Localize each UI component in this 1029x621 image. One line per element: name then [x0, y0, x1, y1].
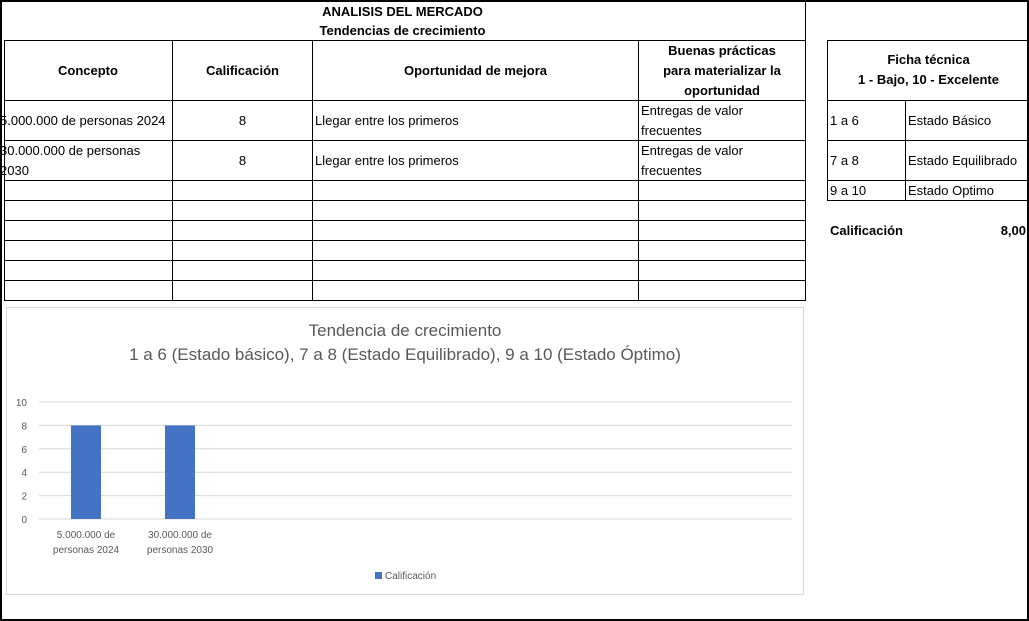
chart-container[interactable] — [6, 307, 804, 595]
ficha-calificacion-value[interactable]: 8,00 — [1000, 223, 1026, 238]
x-tick-label: personas 2030 — [146, 545, 214, 556]
cell-calificacion[interactable]: 8 — [238, 152, 247, 168]
x-tick-label: 5.000.000 de — [56, 530, 116, 541]
legend-label: Calificación — [385, 571, 437, 582]
cell-buenas-practicas[interactable]: Entregas de valor frecuentes — [641, 142, 743, 178]
cell-concepto[interactable]: 5.000.000 de personas 2024 — [0, 112, 166, 128]
grid-line — [4, 240, 806, 241]
ficha-range[interactable]: 7 a 8 — [830, 152, 859, 168]
grid-line — [4, 300, 806, 301]
y-tick-label: 2 — [21, 491, 27, 503]
ficha-label[interactable]: Estado Básico — [908, 112, 992, 128]
cell-oportunidad[interactable]: Llegar entre los primeros — [315, 112, 459, 128]
bar[interactable] — [71, 425, 101, 519]
y-tick-label: 10 — [15, 398, 27, 409]
sheet-subtitle[interactable]: Tendencias de crecimiento — [319, 23, 486, 38]
cell-buenas-practicas[interactable]: Entregas de valor frecuentes — [641, 102, 743, 138]
header-concepto[interactable]: Concepto — [58, 62, 118, 78]
x-tick-label: personas 2024 — [52, 545, 120, 556]
grid-line — [4, 200, 806, 201]
sheet-title[interactable]: ANALISIS DEL MERCADO — [322, 4, 483, 19]
cell-calificacion[interactable]: 8 — [238, 112, 247, 128]
ficha-calificacion-label[interactable]: Calificación — [830, 223, 903, 238]
grid-line — [4, 220, 806, 221]
y-tick-label: 0 — [21, 515, 27, 526]
chart-subtitle: 1 a 6 (Estado básico), 7 a 8 (Estado Equilibrado), 9 a 10 (Estado Óptimo) — [129, 345, 681, 364]
grid-line — [827, 40, 1029, 41]
header-calificacion[interactable]: Calificación — [206, 62, 279, 78]
grid-line — [4, 180, 806, 181]
y-tick-label: 8 — [21, 421, 27, 433]
grid-line — [4, 280, 806, 281]
x-tick-label: 30.000.000 de — [148, 530, 212, 541]
cell-concepto[interactable]: 30.000.000 de personas 2030 — [0, 142, 141, 178]
bar[interactable] — [165, 425, 195, 519]
grid-line — [4, 260, 806, 261]
ficha-subtitle[interactable]: 1 - Bajo, 10 - Excelente — [858, 72, 999, 87]
grid-line — [805, 0, 806, 301]
y-tick-label: 6 — [21, 444, 27, 456]
header-oportunidad[interactable]: Oportunidad de mejora — [403, 62, 547, 78]
ficha-title[interactable]: Ficha técnica — [887, 52, 970, 67]
cell-oportunidad[interactable]: Llegar entre los primeros — [315, 152, 459, 168]
ficha-range[interactable]: 1 a 6 — [830, 112, 859, 128]
chart-title: Tendencia de crecimiento — [308, 321, 502, 340]
legend-swatch — [375, 572, 382, 579]
ficha-label[interactable]: Estado Equilibrado — [908, 152, 1018, 168]
header-buenas-practicas[interactable]: Buenas prácticas para materializar la oportunidad — [663, 42, 781, 98]
grid-line — [827, 200, 1029, 201]
bar-chart — [7, 308, 803, 594]
ficha-label[interactable]: Estado Optimo — [908, 182, 994, 198]
y-tick-label: 4 — [21, 468, 27, 480]
ficha-range[interactable]: 9 a 10 — [830, 182, 867, 198]
